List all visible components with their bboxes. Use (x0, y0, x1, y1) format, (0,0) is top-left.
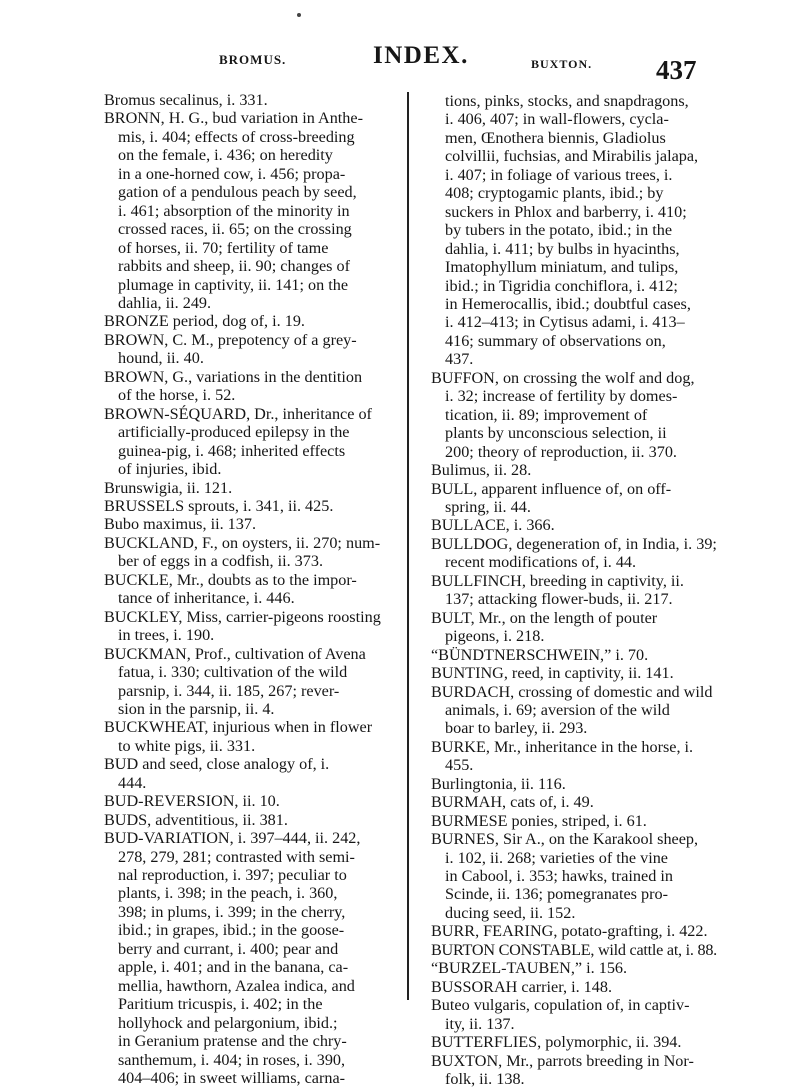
index-entry-line: sion in the parsnip, ii. 4. (118, 699, 275, 718)
index-entry-line: tions, pinks, stocks, and snapdragons, (445, 92, 689, 110)
index-entry-line: folk, ii. 138. (445, 1070, 525, 1088)
index-entry-line: BULT, Mr., on the length of pouter (431, 608, 658, 627)
index-entry-line: BURNES, Sir A., on the Karakool sheep, (431, 830, 699, 849)
index-entry-line: BUCKWHEAT, injurious when in flower (104, 718, 373, 737)
index-entry-line: crossed races, ii. 65; on the crossing (118, 220, 352, 239)
index-entry-line: fatua, i. 330; cultivation of the wild (118, 663, 348, 682)
index-entry (417, 996, 703, 1033)
index-entry (104, 571, 400, 608)
index-entry (104, 811, 400, 829)
index-entry-line: BULLACE, i. 366. (431, 516, 555, 535)
index-entry (104, 91, 400, 109)
index-entry-line: 278, 279, 281; contrasted with semi- (118, 847, 355, 866)
index-entry-line: plants, i. 398; in the peach, i. 360, (118, 884, 338, 903)
index-entry (417, 1033, 703, 1051)
index-entry-line: ity, ii. 137. (445, 1014, 515, 1033)
index-entry (417, 959, 703, 977)
index-entry-line: apple, i. 401; and in the banana, ca- (118, 958, 349, 977)
index-entry-line: 398; in plums, i. 399; in the cherry, (118, 902, 346, 921)
index-entry-line: BUD-REVERSION, ii. 10. (104, 792, 280, 811)
index-entry-line: ber of eggs in a codfish, ii. 373. (118, 552, 323, 571)
index-entry-line: in Cabool, i. 353; hawks, trained in (445, 867, 673, 886)
index-entry (417, 830, 703, 922)
index-entry-line: boar to barley, ii. 293. (445, 719, 588, 738)
index-entry-line: rabbits and sheep, ii. 90; changes of (118, 257, 350, 276)
index-entry-line: santhemum, i. 404; in roses, i. 390, (118, 1050, 346, 1069)
index-entry-line: recent modifications of, i. 44. (445, 553, 637, 572)
index-entry (104, 608, 400, 645)
index-entry-line: BUXTON, Mr., parrots breeding in Nor- (431, 1051, 694, 1070)
index-entry-line: pigeons, i. 218. (445, 627, 545, 646)
index-entry-line: in a one-horned cow, i. 456; propa- (118, 164, 346, 183)
index-entry-line: spring, ii. 44. (445, 497, 531, 516)
index-entry-line: Imatophyllum miniatum, and tulips, (445, 258, 679, 277)
index-entry (104, 109, 400, 312)
index-entry-line: nal reproduction, i. 397; peculiar to (118, 866, 347, 885)
index-entry (417, 793, 703, 811)
index-entry-line: hound, ii. 40. (118, 349, 204, 368)
index-entry-line: 444. (118, 773, 147, 792)
index-entry-line: BULL, apparent influence of, on off- (431, 479, 672, 498)
index-entry-line: by tubers in the potato, ibid.; in the (445, 221, 673, 240)
index-entry (417, 922, 708, 941)
index-entry-line: BURMESE ponies, striped, i. 61. (431, 811, 647, 830)
page-number: 437 (656, 55, 697, 85)
index-entry (104, 534, 400, 571)
index-entry-line: Bubo maximus, ii. 137. (104, 515, 256, 534)
index-entry-line: dahlia, i. 411; by bulbs in hyacinths, (445, 239, 680, 258)
index-entry (417, 480, 703, 517)
running-head-left: BROMUS. (219, 52, 287, 67)
index-entry-line: berry and currant, i. 400; pear and (118, 939, 339, 958)
index-entry-line: i. 412–413; in Cytisus adami, i. 413– (445, 313, 685, 332)
index-entry (417, 646, 703, 664)
index-entry-line: parsnip, i. 344, ii. 185, 267; rever- (118, 681, 340, 700)
index-entry-line: Buteo vulgaris, copulation of, in captiv- (431, 996, 690, 1015)
index-entry-line: i. 461; absorption of the minority in (118, 201, 350, 220)
index-entry-line: hollyhock and pelargonium, ibid.; (118, 1013, 338, 1032)
index-entry-line: in Hemerocallis, ibid.; doubtful cases, (445, 294, 691, 313)
index-entry-line: BUCKLE, Mr., doubts as to the impor- (104, 570, 357, 589)
index-entry-line: plants by unconscious selection, ii (445, 424, 667, 443)
index-entry-line: Burlingtonia, ii. 116. (431, 774, 566, 793)
index-entry (417, 775, 703, 793)
column-divider (407, 92, 409, 1000)
index-entry (104, 792, 400, 810)
index-entry (417, 369, 703, 461)
index-entry-line: BURMAH, cats of, i. 49. (431, 793, 594, 812)
index-entry-line: ducing seed, ii. 152. (445, 903, 576, 922)
index-entry-line: animals, i. 69; aversion of the wild (445, 700, 670, 719)
index-entry-line: Bromus secalinus, i. 331. (104, 91, 268, 109)
index-entry-line: “BÜNDTNERSCHWEIN,” i. 70. (431, 645, 649, 664)
index-entry-line: BUSSORAH carrier, i. 148. (431, 977, 612, 996)
running-head-right: BUXTON. (531, 57, 593, 71)
index-column-left (104, 91, 400, 1087)
index-entry-line: 437. (445, 350, 474, 369)
index-entry-line: BUCKMAN, Prof., cultivation of Avena (104, 644, 366, 663)
index-entry-line: BUD and seed, close analogy of, i. (104, 755, 330, 774)
index-entry (104, 497, 400, 515)
index-entry-line: colvillii, fuchsias, and Mirabilis jalapa, (445, 147, 699, 166)
index-entry-line: dahlia, ii. 249. (118, 293, 212, 312)
index-entry-line: in Geranium pratense and the chry- (118, 1032, 347, 1051)
index-entry (104, 829, 400, 1087)
index-entry-line: 404–406; in sweet williams, carna- (118, 1069, 346, 1088)
index-entry (417, 92, 703, 369)
index-entry-line: Brunswigia, ii. 121. (104, 478, 233, 497)
index-entry-line: BROWN-SÉQUARD, Dr., inheritance of (104, 404, 372, 423)
index-entry-line: i. 406, 407; in wall-flowers, cycla- (445, 110, 669, 129)
index-entry (417, 940, 717, 959)
index-entry-line: ibid.; in Tigridia conchiflora, i. 412; (445, 276, 678, 295)
index-entry (104, 405, 400, 479)
index-entry-line: i. 102, ii. 268; varieties of the vine (445, 848, 668, 867)
index-entry-line: of the horse, i. 52. (118, 386, 236, 405)
index-entry-line: BROWN, C. M., prepotency of a grey- (104, 330, 357, 349)
index-entry-line: BULLDOG, degeneration of, in India, i. 39; (431, 534, 717, 553)
index-entry-line: mellia, hawthorn, Azalea indica, and (118, 976, 355, 995)
index-entry-line: of horses, ii. 70; fertility of tame (118, 238, 329, 257)
index-entry (104, 755, 400, 792)
index-entry (417, 609, 703, 646)
index-entry (417, 738, 703, 775)
index-entry-line: i. 407; in foliage of various trees, i. (445, 165, 673, 184)
index-entry-line: BROWN, G., variations in the dentition (104, 367, 363, 386)
index-entry-line: BUDS, adventitious, ii. 381. (104, 810, 288, 829)
index-entry (417, 664, 703, 682)
index-entry-line: BUCKLEY, Miss, carrier-pigeons roosting (104, 607, 381, 626)
index-entry-line: suckers in Phlox and barberry, i. 410; (445, 202, 687, 221)
index-entry-line: BUTTERFLIES, polymorphic, ii. 394. (431, 1033, 682, 1052)
index-entry-line: BURTON CONSTABLE, wild cattle at, i. 88. (431, 940, 717, 959)
index-entry (417, 534, 717, 572)
index-entry-line: Paritium tricuspis, i. 402; in the (118, 995, 323, 1014)
index-entry-line: in trees, i. 190. (118, 626, 215, 645)
index-entry-line: “BURZEL-TAUBEN,” i. 156. (431, 959, 628, 978)
index-entry-line: mis, i. 404; effects of cross-breeding (118, 127, 355, 146)
index-entry-line: BRONN, H. G., bud variation in Anthe- (104, 109, 363, 128)
index-entry-line: 455. (445, 756, 474, 775)
index-entry-line: BURDACH, crossing of domestic and wild (431, 682, 713, 701)
index-entry-line: 137; attacking flower-buds, ii. 217. (445, 590, 673, 609)
index-entry-line: BUCKLAND, F., on oysters, ii. 270; num- (104, 533, 381, 552)
index-entry (417, 516, 703, 534)
index-entry (104, 515, 400, 533)
index-entry-line: gation of a pendulous peach by seed, (118, 183, 357, 202)
index-entry-line: BURKE, Mr., inheritance in the horse, i. (431, 737, 694, 756)
index-entry (104, 718, 400, 755)
index-entry-line: Scinde, ii. 136; pomegranates pro- (445, 885, 668, 904)
index-entry-line: BUNTING, reed, in captivity, ii. 141. (431, 664, 674, 683)
running-head-title: INDEX. (373, 42, 469, 69)
index-entry-line: plumage in captivity, ii. 141; on the (118, 275, 349, 294)
index-entry-line: BRONZE period, dog of, i. 19. (104, 312, 305, 331)
index-entry-line: BUD-VARIATION, i. 397–444, ii. 242, (104, 829, 361, 848)
index-entry (104, 331, 400, 368)
index-entry (417, 978, 703, 996)
index-entry-line: of injuries, ibid. (118, 460, 222, 479)
index-entry (417, 461, 703, 479)
index-entry-line: tication, ii. 89; improvement of (445, 405, 648, 424)
index-entry-line: BUFFON, on crossing the wolf and dog, (431, 368, 695, 387)
index-entry-line: BURR, FEARING, potato-grafting, i. 422. (431, 922, 708, 941)
index-entry-line: tance of inheritance, i. 446. (118, 589, 295, 608)
index-entry (104, 645, 400, 719)
index-entry (417, 572, 703, 609)
index-entry (104, 479, 400, 497)
index-entry-line: i. 32; increase of fertility by domes- (445, 387, 678, 406)
index-entry-line: men, Œnothera biennis, Gladiolus (445, 128, 666, 147)
index-entry-line: BULLFINCH, breeding in captivity, ii. (431, 571, 684, 590)
index-entry-line: on the female, i. 436; on heredity (118, 146, 333, 165)
index-entry-line: guinea-pig, i. 468; inherited effects (118, 441, 346, 460)
index-entry-line: 416; summary of observations on, (445, 331, 666, 350)
index-entry (417, 1052, 703, 1088)
index-entry-line: 408; cryptogamic plants, ibid.; by (445, 184, 664, 203)
printer-dot (297, 13, 301, 17)
index-column-right (417, 92, 717, 1088)
index-entry-line: 200; theory of reproduction, ii. 370. (445, 442, 677, 461)
index-entry (104, 312, 400, 330)
index-entry-line: ibid.; in grapes, ibid.; in the goose- (118, 921, 345, 940)
index-entry-line: to white pigs, ii. 331. (118, 736, 256, 755)
index-entry (417, 812, 703, 830)
index-entry-line: BRUSSELS sprouts, i. 341, ii. 425. (104, 496, 334, 515)
index-entry (417, 682, 713, 738)
index-entry (104, 368, 400, 405)
index-entry-line: Bulimus, ii. 28. (431, 461, 532, 480)
index-entry-line: artificially-produced epilepsy in the (118, 423, 350, 442)
